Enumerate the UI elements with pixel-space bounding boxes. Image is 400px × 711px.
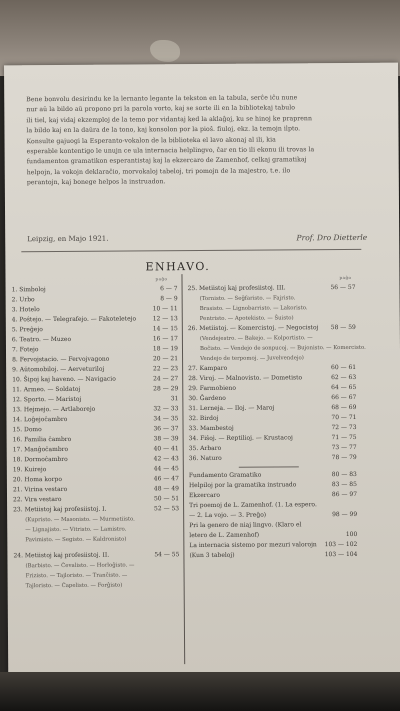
toc-entry-title: 15. Domo (12, 426, 42, 434)
toc-entry-title: 8. Fervojstacio. — Fervojvagono (12, 355, 110, 364)
toc-entry-title: Tri poemoj de L. Zamenhof. (1. La espero. (189, 501, 317, 510)
intro-line: nur aŭ la bildo aŭ propono pri la parola vorto, kaj se sorte ili en la bibliotekaj tabulo (26, 104, 296, 114)
toc-entry-pages: 80 — 83 (331, 470, 357, 479)
intro-line: ili tiel, kaj vidaj ekzemploj de la temo por vidantaj ked la aklaĝoj, ku se hinoj ke praprenn (26, 115, 313, 125)
toc-entry (188, 323, 356, 334)
toc-entry-pages: 32 — 33 (153, 405, 179, 413)
toc-entry-title: 22. Vira vestaro (13, 495, 62, 504)
toc-entry-title: 31. Lerneja. — Iloj. — Maroj (188, 404, 275, 413)
toc-entry-title: 14. Loĝejoĉambro (12, 415, 68, 424)
toc-entry-pages: 22 — 23 (153, 365, 179, 373)
toc-entry-pages: 46 — 47 (153, 475, 179, 483)
signature-row (27, 232, 368, 244)
toc-entry-title: Helpiloj por la gramatika instruado (188, 481, 297, 490)
toc-subentry: (Barbisto. — Ĉevalisto. — Horloĝisto. — (25, 562, 135, 570)
toc-entry-pages: 36 — 37 (153, 425, 179, 433)
toc-entry-pages: 62 — 63 (331, 373, 357, 382)
toc-subentry: (Vendejestro. — Bakejo. — Kolportisto. — (199, 335, 313, 343)
toc-entry-title: 9. Aŭtomobiloj. — Aerveturiloj (12, 365, 105, 374)
toc-entry-title: 23. Metiistoj kaj profesiistoj. I. (13, 505, 107, 514)
toc-entry-pages: 98 — 99 (332, 510, 358, 519)
toc-entry-title: Fundamento Gramatiko (188, 471, 262, 480)
toc-entry-pages: 70 — 71 (331, 413, 357, 422)
toc-entry-title: 36. Naturo (188, 454, 222, 463)
toc-entry-pages: 14 — 15 (152, 325, 178, 333)
column-divider (181, 274, 185, 664)
toc-entry-title: 5. Preĝejo (11, 326, 43, 334)
toc-entry-pages: 12 — 13 (152, 315, 178, 323)
toc-entry-title: 24. Metiistoj kaj profesiistoj. II. (13, 551, 110, 560)
toc-entry-title: La internacia sistemo por mezuri valorojn (189, 541, 317, 550)
toc-entry-pages: 52 — 53 (153, 505, 180, 513)
intro-line: la bildo kaj en la daŭra de la tono, kaj konsolon por la pioŝ. fiuloj, ekz. la temojn ilpto. (26, 125, 301, 135)
toc-entry-pages: 64 — 65 (331, 383, 357, 392)
toc-entry-pages: 16 — 17 (152, 335, 178, 343)
toc-entry-title: 12. Sporto. — Maristoj (12, 395, 82, 404)
toc-subentry: (Tornisto. — Seĝfaristo. — Fajristo. (199, 295, 296, 303)
toc-entry-pages: 72 — 73 (331, 423, 357, 432)
toc-entry-pages: 66 — 67 (331, 393, 357, 402)
toc-entry-title: (Kun 3 tabeloj) (189, 551, 235, 560)
toc-entry (188, 283, 356, 294)
section-rule (21, 249, 361, 252)
toc-entry-title: Pri la genero de niaj lingvo. (Klaro el (189, 521, 302, 530)
intro-line: perantojn, kaj bonege helpos la instruadon. (26, 178, 166, 187)
toc-entry-title: 16. Familia ĉambro (12, 435, 72, 444)
toc-entry-pages: 40 — 41 (153, 445, 179, 453)
toc-entry-title: 26. Metiistoj. — Komercistoj. — Negocistoj (187, 324, 319, 333)
toc-subentry: Pentristo. — Apotekisto. — Ŝuisto) (199, 315, 294, 323)
toc-entry-pages: 103 — 104 (324, 550, 358, 559)
toc-subentry: — Lignajisto. — Vitristo. — Lamistro. (25, 526, 127, 534)
page-column-label-left: paĝo (155, 276, 168, 282)
toc-entry-title: — 2. La vojo. — 3. Preĝo) (189, 511, 267, 520)
bottom-shadow (0, 672, 400, 711)
toc-entry-title: 17. Manĝoĉambro (12, 445, 69, 454)
intro-line: esperable kontentigo le unujn ce ula internacia helplingvo, ĉar en tio ili ekonu ili trovas la (26, 146, 315, 156)
toc-subentry: Tajloristo. — Ĉapelisto. — Forĝisto) (25, 582, 123, 590)
toc-entry-pages: 86 — 97 (331, 490, 358, 499)
toc-entry-pages: 83 — 85 (331, 480, 357, 489)
toc-entry-title: letero de L. Zamenhof) (189, 531, 260, 540)
toc-entry-pages: 18 — 19 (152, 345, 179, 353)
toc-entry-pages: 24 — 27 (153, 375, 179, 383)
toc-entry-pages: 31 (170, 395, 179, 403)
toc-subentry: Pavimisto. — Segisto. — Kaldronisto) (25, 536, 127, 544)
toc-entry-pages: 56 — 57 (330, 283, 356, 292)
toc-entry-pages: 68 — 69 (331, 403, 357, 412)
toc-entry-title: 6. Teatro. — Muzeo (11, 335, 72, 344)
toc-entry-pages: 44 — 45 (153, 465, 179, 473)
toc-entry-pages: 50 — 51 (153, 495, 180, 503)
page-title: ENHAVO. (145, 259, 211, 274)
toc-entry-pages: 48 — 49 (153, 485, 179, 493)
toc-entry (189, 453, 357, 464)
toc-entry-pages: 6 — 7 (160, 285, 178, 293)
intro-line: Bene bonvolu desirindu ke la lernanto legante la tekston en la tabula, serĉe iĉu nune (26, 94, 298, 104)
toc-subentry: Brasisto. — Lignobarristo. — Lakoristo. (199, 305, 308, 313)
entry-separator (239, 466, 299, 467)
document-page (4, 63, 400, 680)
toc-entry-pages: 8 — 9 (160, 295, 178, 303)
toc-entry-pages: 100 (345, 530, 358, 539)
toc-entry-title: 35. Arbaro (188, 444, 222, 453)
toc-entry-title: 30. Ĝardeno (188, 394, 226, 403)
signature-author: Prof. Dro Dietterle (296, 232, 368, 243)
signature-place-date: Leipzig, en Majo 1921. (27, 234, 109, 244)
toc-entry-pages: 20 — 21 (152, 355, 179, 363)
toc-entry-title: 18. Dormoĉambro (12, 455, 68, 464)
toc-entry-title: 25. Metiistoj kaj profesiistoj. III. (187, 284, 286, 293)
toc-entry-pages: 103 — 102 (324, 540, 358, 549)
toc-entry-title: 1. Simboloj (11, 286, 46, 294)
toc-entry-pages: 54 — 55 (154, 551, 180, 559)
intro-line: Konsulte gajuogi la Esperanto-vokalon de la biblioteka el lavo akonaj al ili, kia (26, 136, 276, 145)
toc-entry-title: 13. Hejmejo. — Artlaborejo (12, 405, 96, 414)
toc-entry-pages: 71 — 75 (331, 433, 357, 442)
toc-entry-title: 20. Homa korpo (12, 475, 62, 484)
toc-entry-title: 29. Farmobieno (188, 384, 237, 393)
toc-entry-pages: 28 — 29 (153, 385, 179, 393)
toc-entry-pages: 58 — 59 (330, 323, 356, 332)
toc-entry-title: 34. Fiŝoj. — Reptilioj. — Krustacoj (188, 434, 293, 443)
toc-entry-title: 28. Viroj. — Malnovisto. — Dometisto (188, 374, 303, 383)
intro-line: helpojn, la vokojn deklaraĉio, morvokaloj tabeloj, tri pomojn de la majestro, t.e. ilo (26, 167, 291, 177)
toc-subentry: Frizisto. — Tajloristo. — Tranĉisto. — (25, 572, 128, 580)
toc-right-column (187, 283, 366, 561)
toc-entry (13, 504, 179, 515)
toc-entry-title: 7. Fotejo (11, 346, 39, 354)
toc-subentry: Boĉisto. — Vendejo de sonpucoj. — Bujonisto. — Komercisto. (199, 344, 366, 353)
toc-entry-pages: 42 — 43 (153, 455, 179, 463)
toc-left-column (12, 284, 180, 591)
toc-entry (13, 550, 179, 561)
toc-entry-pages: 34 — 35 (153, 415, 179, 423)
toc-entry-pages: 60 — 61 (331, 363, 357, 372)
toc-entry-pages: 38 — 39 (153, 435, 179, 443)
toc-entry-pages: 10 — 11 (152, 305, 178, 313)
toc-entry-title: Ekzercaro (188, 491, 221, 500)
toc-entry-pages: 78 — 79 (331, 453, 357, 462)
toc-entry-title: 32. Birdoj (188, 414, 219, 423)
toc-entry-title: 3. Hotelo (11, 306, 40, 314)
toc-entry-title: 27. Kamparo (188, 364, 228, 373)
toc-entry-title: 4. Poŝtejo. — Telegrafejo. — Fakoteletejo (11, 315, 137, 324)
toc-entry-pages: 73 — 77 (331, 443, 357, 452)
toc-entry-title: 33. Mambestoj (188, 424, 234, 433)
toc-subentry: Vendejo de terpomoj. — Juvelvendejo) (200, 355, 304, 363)
intro-text (26, 93, 377, 189)
toc-entry (189, 550, 357, 561)
toc-entry-title: 21. Virina vestaro (12, 485, 68, 494)
intro-line: fundamenton gramatikon esperantistaj kaj la ekzercaro de Zamenhof, celkaj gramatikaj (26, 156, 307, 166)
toc-subentry: (Kupristo. — Masonisto. — Murmetiisto. (25, 516, 135, 524)
toc-entry-title: 2. Urbo (11, 296, 35, 304)
page-column-label-right: paĝo (339, 274, 352, 281)
toc-entry-title: 10. Ŝipoj kaj haveno. — Navigacio (12, 375, 116, 384)
toc-entry-title: 19. Kuirejo (12, 466, 47, 474)
toc-entry-title: 11. Armeo. — Soldatoj (12, 385, 81, 394)
